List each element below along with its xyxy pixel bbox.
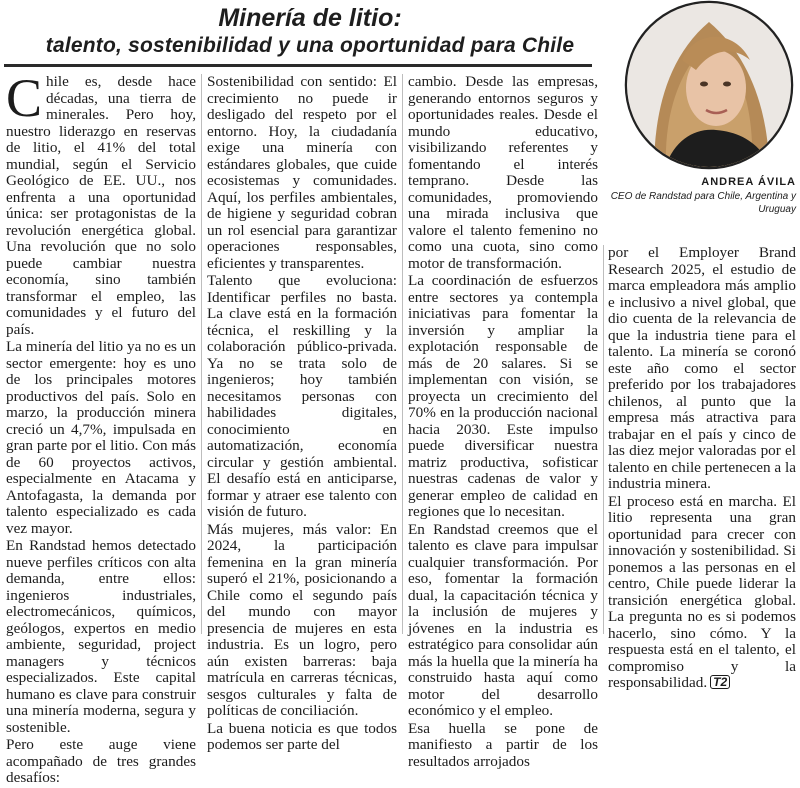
article-column-4 (608, 245, 796, 693)
body-paragraph: por el Employer Brand Research 2025, el estudio de marca empleadora más amplio e inclusivo a nivel global, que dio cuenta de la relevancia de que la industria tiene para el talento. La minería se coronó este año como el sector preferido por los trabajadores chilenos, al punto que la empresa más atractiva para trabajar en el país y cinco de las diez mejor valoradas por el talento en chile pertenecen a la industria minera. (608, 244, 796, 492)
body-paragraph: Talento que evoluciona: Identificar perfiles no basta. La clave está en la formación técnica, el reskilling y la colaboración público-privada. Ya no se trata solo de ingenieros; hoy también necesitamos personas con habilidades digitales, conocimiento en automatización, economía circular y gestión ambiental. El desafío está en anticiparse, formar y atraer ese talento con visión de futuro. (207, 272, 397, 520)
body-paragraph: Más mujeres, más valor: En 2024, la participación femenina en la gran minería superó el 21%, posicionando a Chile como el segundo país del mundo con mayor presencia de mujeres en esta industria. Es un logro, pero aún existen barreras: baja matrícula en carreras técnicas, sesgos culturales y falta de políticas de conciliación. (207, 520, 397, 719)
author-name: ANDREA ÁVILA (701, 176, 796, 188)
body-paragraph: Chile es, desde hace décadas, una tierra de minerales. Pero hoy, nuestro liderazgo en reservas de litio, el 41% del total mundial, según el Servicio Geológico de EE. UU., nos enfrenta a una oportunidad única: ser protagonistas de la revolución energética global. Una revolución que no solo puede cambiar nuestra economía, sino también transformar el empleo, las comunidades y el futuro del país. (6, 68, 196, 338)
body-paragraph: Esa huella se pone de manifiesto a partir de los resultados arrojados (408, 719, 598, 770)
body-paragraph: Sostenibilidad con sentido: El crecimiento no puede ir desligado del respeto por el entorno. Hoy, la ciudadanía exige una minería con estándares globales, que cuide ecosistemas y comunidades. Aquí, los perfiles ambientales, de higiene y seguridad cobran un rol esencial para garantizar operaciones responsables, eficientes y transparentes. (207, 73, 397, 272)
body-paragraph: La buena noticia es que todos podemos ser parte del (207, 719, 397, 753)
article-column-3 (408, 74, 598, 771)
body-paragraph: La minería del litio ya no es un sector emergente: hoy es uno de los principales motores productivos del país. Solo en marzo, la producción minera creció un 4,7%, impulsada en gran parte por el litio. Con más de 60 proyectos activos, especialmente en Atacama y Antofagasta, la demanda por talento especializado es cada vez mayor. (6, 338, 196, 537)
article-column-1 (6, 68, 196, 788)
headline-rule (4, 64, 592, 67)
drop-cap: C (6, 68, 43, 128)
body-paragraph: El proceso está en marcha. El litio representa una gran oportunidad para crecer con innovación y sostenibilidad. Si ponemos a las personas en el centro, Chile puede liderar la transición energética global. La pregunta no es si podemos hacerlo, sino cómo. Y la respuesta está en el talento, el compromiso y la responsabilidad. T2 (608, 492, 796, 691)
article-column-2 (207, 74, 397, 755)
body-paragraph: En Randstad hemos detectado nueve perfiles críticos con alta demanda, entre ellos: ingenieros industriales, electromecánicos, químicos, geólogos, expertos en medio ambiente, seguridad, project managers y técnicos especializados. Este capital humano es clave para construir una minería moderna, segura y sostenible. (6, 537, 196, 736)
body-paragraph: La coordinación de esfuerzos entre sectores ya contempla iniciativas para fomentar la inversión y ampliar la explotación responsable de más de 20 salares. Si se implementan con visión, se proyecta un crecimiento del 70% en la producción nacional hacia 2030. Este impulso puede diversificar nuestra matriz productiva, sofisticar nuestras cadenas de valor y generar empleo de calidad en regiones que lo necesitan. (408, 272, 598, 520)
body-paragraph: En Randstad creemos que el talento es clave para impulsar cualquier transformación. Por eso, fomentar la formación dual, la capacitación técnica y la inclusión de mujeres y jóvenes en la industria es estratégico para consolidar aún más la huella que la minería ha construido hasta aquí como motor del desarrollo económico y el empleo. (408, 520, 598, 719)
column-divider (603, 245, 604, 634)
column-divider (201, 74, 202, 634)
portrait-image (624, 0, 794, 170)
body-paragraph: cambio. Desde las empresas, generando entornos seguros y oportunidades reales. Desde el mundo educativo, visibilizando referentes y fomentando el interés temprano. Desde las comunidades, promoviendo una mirada inclusiva que valore el talento femenino no como una cuota, sino como motor de transformación. (408, 73, 598, 272)
column-divider (402, 74, 403, 634)
end-mark-logo: T2 (710, 675, 730, 689)
article-subtitle: talento, sostenibilidad y una oportunidad para Chile (45, 34, 575, 57)
body-paragraph: Pero este auge viene acompañado de tres grandes desafíos: (6, 736, 196, 786)
author-portrait (624, 0, 794, 170)
article-title: Minería de litio: (218, 4, 402, 32)
author-role: CEO de Randstad para Chile, Argentina y Uruguay (610, 191, 796, 215)
